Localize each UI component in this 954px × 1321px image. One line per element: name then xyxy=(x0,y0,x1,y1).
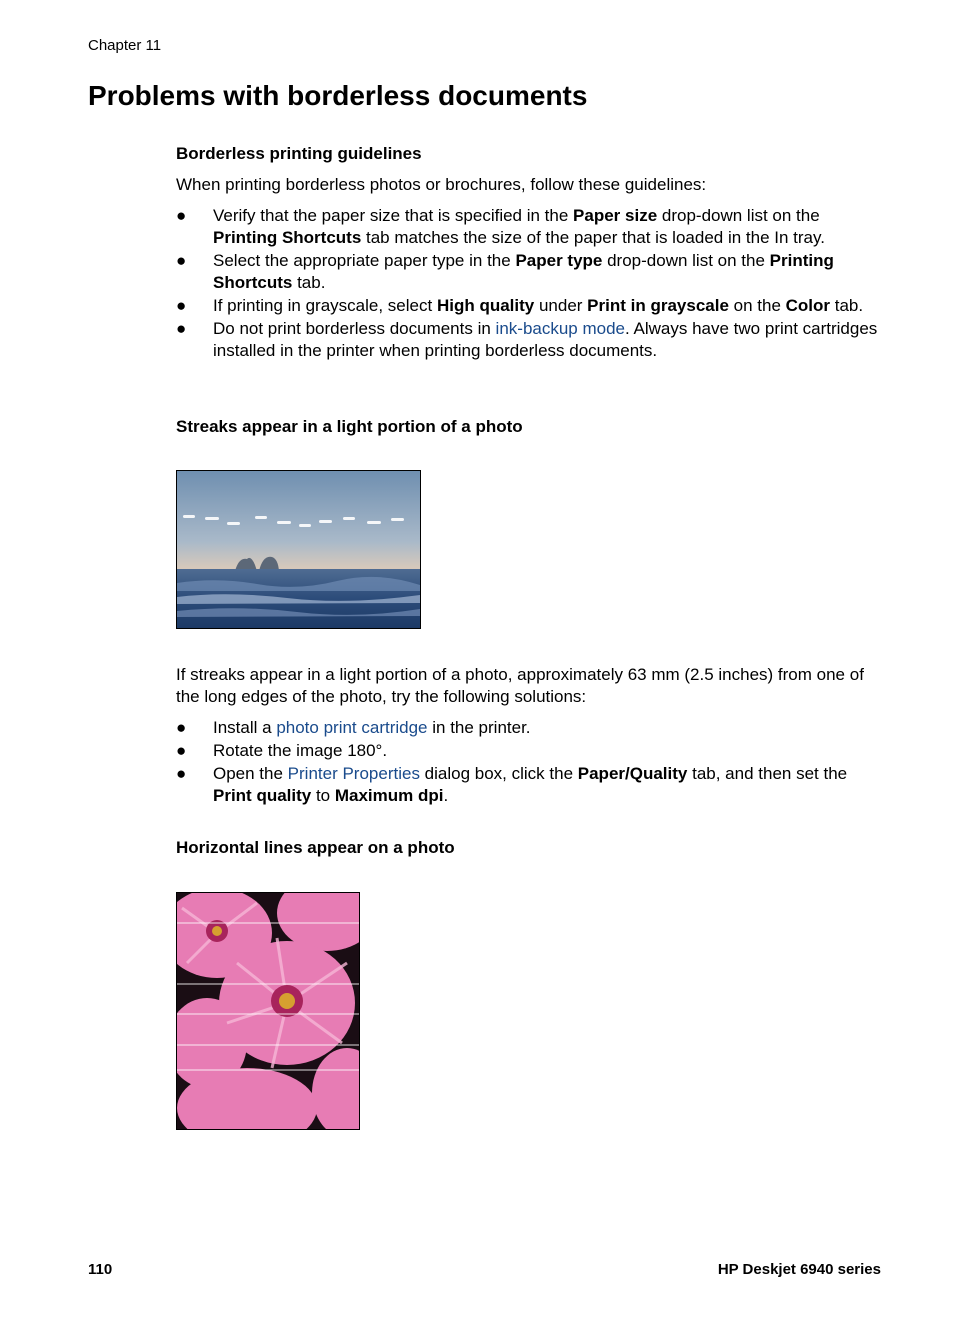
list-item: ● Install a photo print cartridge in the printer. xyxy=(176,718,531,737)
flower-photo xyxy=(176,892,360,1130)
page-number: 110 xyxy=(88,1261,113,1278)
section-heading: Borderless printing guidelines xyxy=(176,144,422,163)
bullet-icon: ● xyxy=(176,206,187,225)
bullet-icon: ● xyxy=(176,764,187,783)
product-name: HP Deskjet 6940 series xyxy=(717,1261,881,1278)
list-item: ● Verify that the paper size that is specified in the Paper size drop-down list on the Printing Shortcuts tab matches the size of the paper that is loaded in the In tray. xyxy=(176,206,825,247)
list-item: ● Open the Printer Properties dialog box, click the Paper/Quality tab, and then set the Print quality to Maximum dpi. xyxy=(176,764,848,805)
chapter-label: Chapter 11 xyxy=(88,37,162,54)
ink-backup-mode-link[interactable]: ink-backup mode xyxy=(495,319,626,338)
printer-properties-link[interactable]: Printer Properties xyxy=(287,764,420,783)
photo-print-cartridge-link[interactable]: photo print cartridge xyxy=(276,718,428,737)
bullet-icon: ● xyxy=(176,296,187,315)
section-heading: Horizontal lines appear on a photo xyxy=(176,838,455,857)
list-item: ● Rotate the image 180°. xyxy=(176,741,388,760)
section-heading: Streaks appear in a light portion of a photo xyxy=(176,417,523,436)
list-item: ● Select the appropriate paper type in the Paper type drop-down list on the Printing Shortcuts tab. xyxy=(176,251,834,292)
bullet-icon: ● xyxy=(176,251,187,270)
page-title: Problems with borderless documents xyxy=(88,80,588,111)
list-item: ● If printing in grayscale, select High quality under Print in grayscale on the Color tab. xyxy=(176,296,864,315)
bullet-icon: ● xyxy=(176,319,187,338)
solutions-list xyxy=(176,717,882,807)
list-item: ● Do not print borderless documents in ink-backup mode. Always have two print cartridges installed in the printer when printing borderless documents. xyxy=(176,319,878,360)
seascape-photo xyxy=(176,470,421,629)
bullet-icon: ● xyxy=(176,741,187,760)
section-borderless-guidelines xyxy=(176,143,882,363)
section-intro: If streaks appear in a light portion of a photo, approximately 63 mm (2.5 inches) from one of the long edges of the photo, try the following solutions: xyxy=(176,665,864,706)
section-intro: When printing borderless photos or brochures, follow these guidelines: xyxy=(176,175,707,194)
bullet-icon: ● xyxy=(176,718,187,737)
guidelines-list xyxy=(176,205,882,362)
